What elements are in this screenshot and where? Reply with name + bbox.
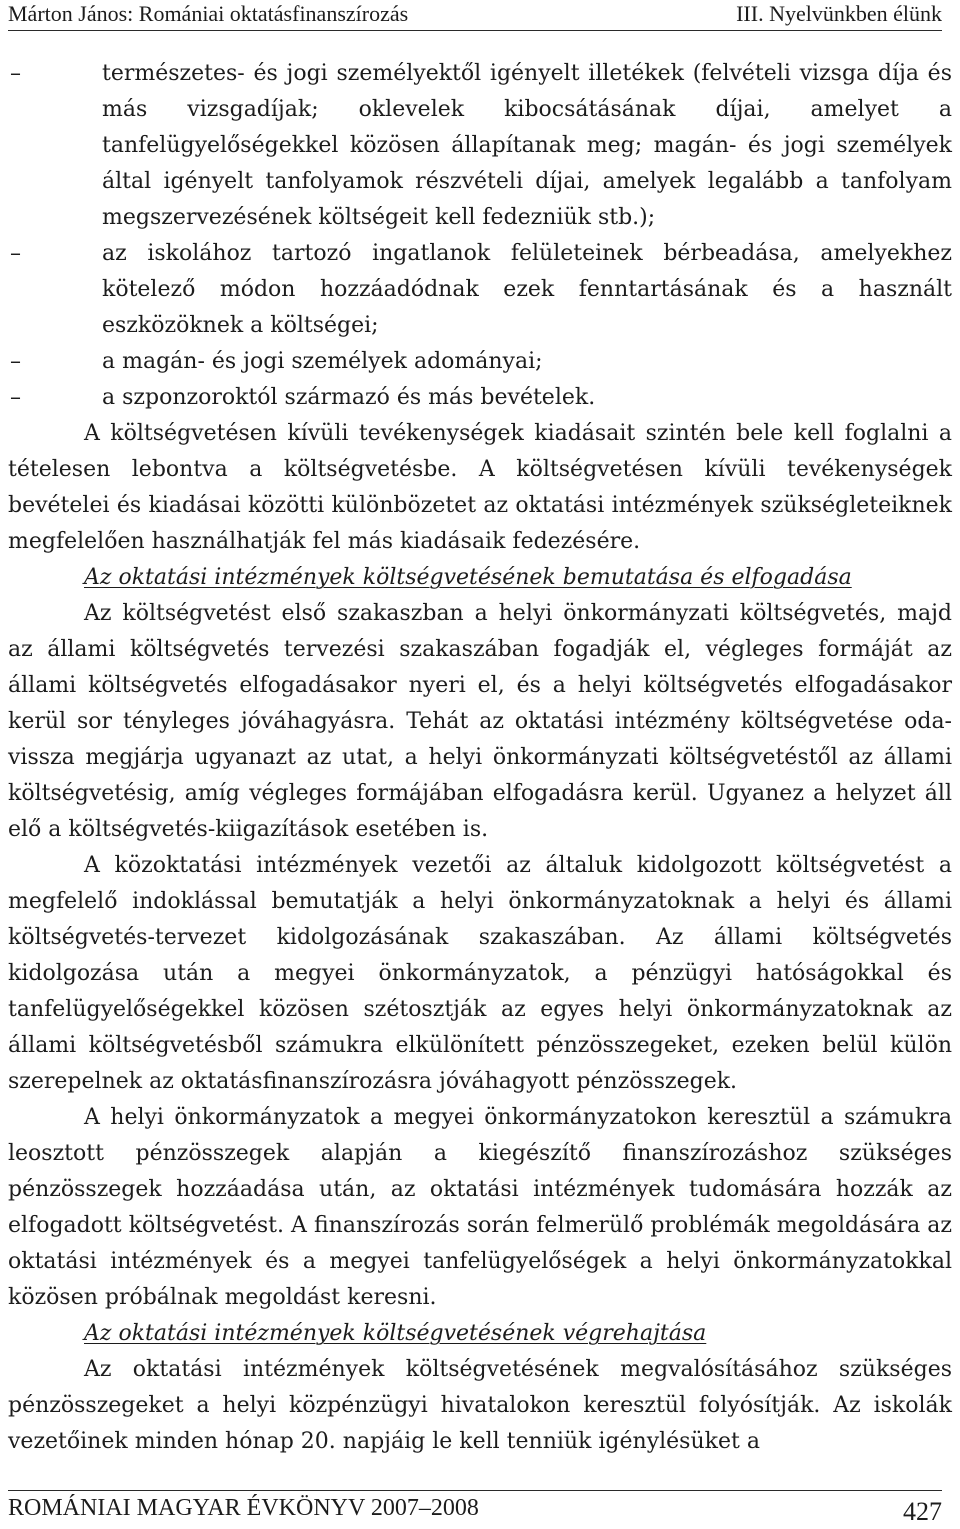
paragraph: A helyi önkormányzatok a megyei önkormányzatokon keresztül a számukra leosztott pénzösszegek alapján a kiegészítő finanszírozáshoz szükséges pénzösszegek hozzáadása után, az oktatási intézmények tudomására hozzák az elfogadott költségvetést. A finanszírozás során felmerülő problémák megoldására az oktatási intézmények és a megyei tanfelügyelőségek a helyi önkormányzatokkal közösen próbálnak megoldást keresni. <box>8 1105 952 1310</box>
page-number: 427 <box>903 1497 942 1526</box>
paragraph: A költségvetésen kívüli tevékenységek kiadásait szintén bele kell foglalni a tételesen lebontva a költségvetésbe. A költségvetésen kívüli tevékenységek bevételei és kiadásai közötti különbözetet az oktatási intézmények szükségleteiknek megfelelően használhatják fel más kiadásaik fedezésére. <box>8 421 952 554</box>
list-item-text: az iskolához tartozó ingatlanok felületeinek bérbeadása, amelyekhez kötelező módon hozzáadódnak ezek fenntartásának és a használt eszközöknek a költségei; <box>102 241 952 338</box>
dash-marker: – <box>10 241 21 266</box>
dash-marker: – <box>10 349 21 374</box>
paragraph: Az oktatási intézmények költségvetésének megvalósításához szükséges pénzösszegeket a helyi közpénzügyi hivatalokon keresztül folyósítják. Az iskolák vezetőinek minden hónap 20. napjáig le kell tenniük igénylésüket a <box>8 1357 952 1454</box>
dash-marker: – <box>10 61 21 86</box>
list-item <box>8 380 952 416</box>
paragraph: A közoktatási intézmények vezetői az általuk kidolgozott költségvetést a megfelelő indoklással bemutatják a helyi önkormányzatoknak a helyi és állami költségvetés-tervezet kidolgozásának szakaszában. Az állami költségvetés kidolgozása után a megyei önkormányzatok, a pénzügyi hatóságokkal és tanfelügyelőségekkel közösen szétosztják az egyes helyi önkormányzatoknak az állami költségvetésből számukra elkülönített pénzösszegeket, ezeken belül külön szerepelnek az oktatásfinanszírozásra jóváhagyott pénzösszegek. <box>8 853 952 1094</box>
list-item <box>8 56 952 236</box>
list-item <box>8 236 952 344</box>
list-item-text: a magán- és jogi személyek adományai; <box>102 349 543 374</box>
footer-publication-title: ROMÁNIAI MAGYAR ÉVKÖNYV 2007–2008 <box>8 1495 479 1521</box>
list-item <box>8 344 952 380</box>
section-heading: Az oktatási intézmények költségvetésének bemutatása és elfogadása <box>84 565 852 590</box>
paragraph: Az költségvetést első szakaszban a helyi önkormányzati költségvetés, majd az állami költségvetés tervezési szakaszában fogadják el, végleges formáját az állami költségvetés elfogadásakor nyeri el, és a helyi költségvetés elfogadásakor kerül sor tényleges jóváhagyásra. Tehát az oktatási intézmény költségvetése oda-vissza megjárja ugyanazt az utat, a helyi önkormányzati költségvetéstől az állami költségvetésig, amíg végleges formájában elfogadásra kerül. Ugyanez a helyzet áll elő a költségvetés-kiigazítások esetében is. <box>8 601 952 842</box>
running-header <box>8 0 942 31</box>
running-footer <box>8 1490 942 1525</box>
header-author-title: Márton János: Romániai oktatásfinanszírozás <box>8 1 409 26</box>
header-section-title: III. Nyelvünkben élünk <box>736 1 942 26</box>
list-item-text: természetes- és jogi személyektől igényelt illetékek (felvételi vizsga díja és más vizsgadíjak; oklevelek kibocsátásának díjai, amelyet a tanfelügyelőségekkel közösen állapítanak meg; magán- és jogi személyek által igényelt tanfolyamok részvételi díjai, amelyek legalább a tanfolyam megszervezésének költségeit kell fedezniük stb.); <box>102 61 952 230</box>
list-item-text: a szponzoroktól származó és más bevételek. <box>102 385 596 410</box>
section-heading: Az oktatási intézmények költségvetésének végrehajtása <box>84 1321 707 1346</box>
page-body <box>8 56 952 1460</box>
dash-marker: – <box>10 385 21 410</box>
